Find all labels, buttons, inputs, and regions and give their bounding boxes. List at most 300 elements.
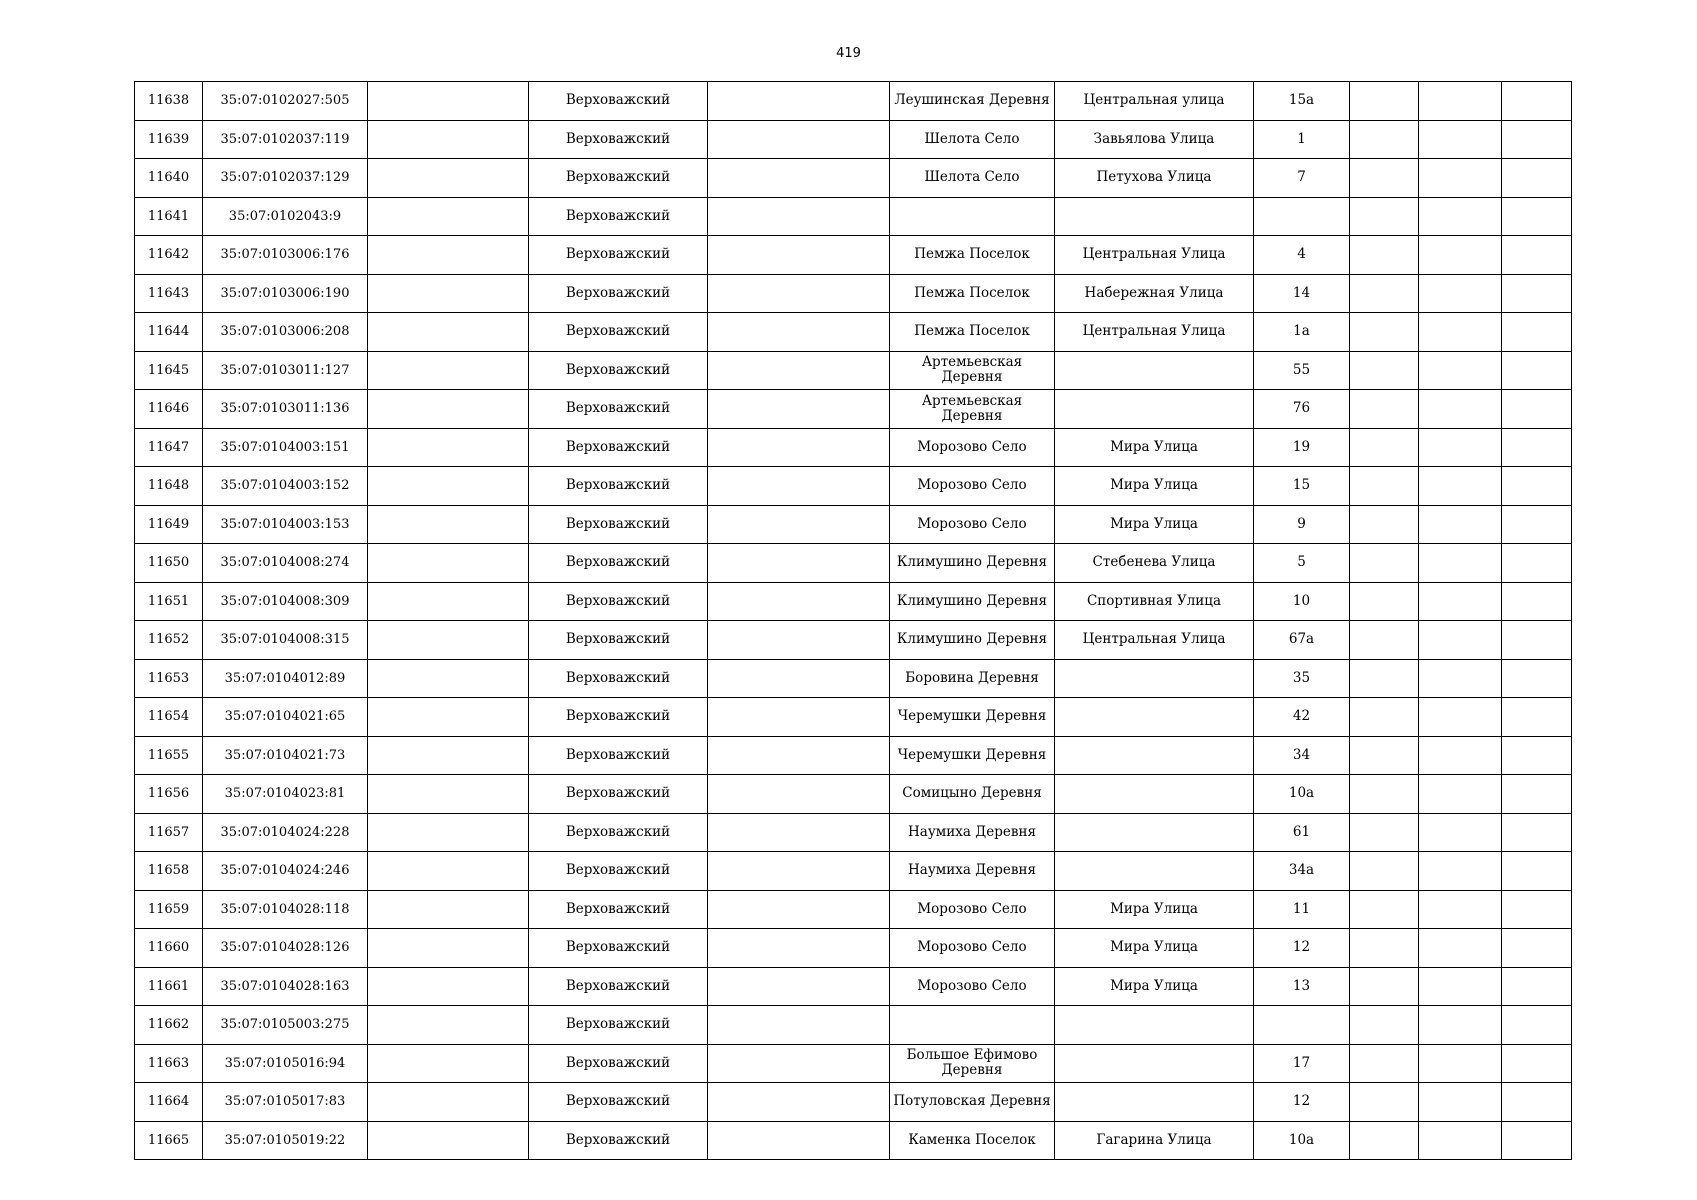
empty-cell bbox=[1502, 544, 1572, 583]
empty-cell bbox=[1350, 197, 1419, 236]
house-number-cell: 12 bbox=[1254, 929, 1350, 968]
empty-cell bbox=[368, 736, 529, 775]
empty-cell bbox=[1350, 813, 1419, 852]
locality-cell: Шелота Село bbox=[890, 120, 1055, 159]
table-row bbox=[135, 236, 1572, 275]
street-cell bbox=[1055, 390, 1254, 429]
street-cell: Стебенева Улица bbox=[1055, 544, 1254, 583]
street-cell: Гагарина Улица bbox=[1055, 1121, 1254, 1160]
empty-cell bbox=[1350, 1083, 1419, 1122]
empty-cell bbox=[1419, 1006, 1502, 1045]
locality-cell: Климушино Деревня bbox=[890, 621, 1055, 660]
empty-cell bbox=[1419, 852, 1502, 891]
locality-cell: Леушинская Деревня bbox=[890, 82, 1055, 121]
district-cell: Верховажский bbox=[529, 890, 708, 929]
empty-cell bbox=[708, 1121, 890, 1160]
row-number-cell: 11662 bbox=[135, 1006, 203, 1045]
cadastral-number-cell: 35:07:0102037:119 bbox=[203, 120, 368, 159]
table-row bbox=[135, 313, 1572, 352]
empty-cell bbox=[1502, 505, 1572, 544]
empty-cell bbox=[708, 351, 890, 390]
empty-cell bbox=[1502, 736, 1572, 775]
empty-cell bbox=[1502, 313, 1572, 352]
empty-cell bbox=[1502, 890, 1572, 929]
empty-cell bbox=[708, 428, 890, 467]
house-number-cell: 76 bbox=[1254, 390, 1350, 429]
locality-cell: Морозово Село bbox=[890, 428, 1055, 467]
empty-cell bbox=[368, 1121, 529, 1160]
house-number-cell: 34 bbox=[1254, 736, 1350, 775]
empty-cell bbox=[1350, 582, 1419, 621]
empty-cell bbox=[708, 621, 890, 660]
house-number-cell: 34а bbox=[1254, 852, 1350, 891]
district-cell: Верховажский bbox=[529, 852, 708, 891]
table-row bbox=[135, 82, 1572, 121]
cadastral-number-cell: 35:07:0103006:176 bbox=[203, 236, 368, 275]
district-cell: Верховажский bbox=[529, 197, 708, 236]
cadastral-number-cell: 35:07:0103011:136 bbox=[203, 390, 368, 429]
cadastral-number-cell: 35:07:0104028:163 bbox=[203, 967, 368, 1006]
table-row bbox=[135, 544, 1572, 583]
district-cell: Верховажский bbox=[529, 390, 708, 429]
empty-cell bbox=[1350, 890, 1419, 929]
empty-cell bbox=[368, 1083, 529, 1122]
street-cell bbox=[1055, 659, 1254, 698]
table-row bbox=[135, 621, 1572, 660]
district-cell: Верховажский bbox=[529, 236, 708, 275]
empty-cell bbox=[368, 159, 529, 198]
row-number-cell: 11653 bbox=[135, 659, 203, 698]
house-number-cell: 15а bbox=[1254, 82, 1350, 121]
locality-cell: Пемжа Поселок bbox=[890, 274, 1055, 313]
row-number-cell: 11647 bbox=[135, 428, 203, 467]
street-cell: Набережная Улица bbox=[1055, 274, 1254, 313]
empty-cell bbox=[368, 544, 529, 583]
empty-cell bbox=[708, 159, 890, 198]
row-number-cell: 11649 bbox=[135, 505, 203, 544]
row-number-cell: 11655 bbox=[135, 736, 203, 775]
empty-cell bbox=[708, 967, 890, 1006]
empty-cell bbox=[708, 313, 890, 352]
empty-cell bbox=[1419, 505, 1502, 544]
house-number-cell: 17 bbox=[1254, 1044, 1350, 1083]
table-row bbox=[135, 698, 1572, 737]
empty-cell bbox=[1502, 197, 1572, 236]
empty-cell bbox=[1419, 736, 1502, 775]
empty-cell bbox=[1419, 274, 1502, 313]
locality-cell bbox=[890, 197, 1055, 236]
empty-cell bbox=[368, 390, 529, 429]
registry-table bbox=[134, 81, 1572, 1160]
registry-table-body bbox=[135, 82, 1572, 1160]
empty-cell bbox=[368, 1006, 529, 1045]
cadastral-number-cell: 35:07:0104028:126 bbox=[203, 929, 368, 968]
empty-cell bbox=[708, 852, 890, 891]
row-number-cell: 11641 bbox=[135, 197, 203, 236]
empty-cell bbox=[1502, 1121, 1572, 1160]
empty-cell bbox=[1419, 236, 1502, 275]
empty-cell bbox=[368, 775, 529, 814]
table-row bbox=[135, 390, 1572, 429]
table-row bbox=[135, 274, 1572, 313]
street-cell: Спортивная Улица bbox=[1055, 582, 1254, 621]
locality-cell: Шелота Село bbox=[890, 159, 1055, 198]
street-cell bbox=[1055, 698, 1254, 737]
table-row bbox=[135, 890, 1572, 929]
locality-cell: Морозово Село bbox=[890, 890, 1055, 929]
district-cell: Верховажский bbox=[529, 659, 708, 698]
district-cell: Верховажский bbox=[529, 82, 708, 121]
house-number-cell: 1а bbox=[1254, 313, 1350, 352]
empty-cell bbox=[708, 736, 890, 775]
district-cell: Верховажский bbox=[529, 467, 708, 506]
empty-cell bbox=[1350, 775, 1419, 814]
empty-cell bbox=[708, 467, 890, 506]
street-cell: Петухова Улица bbox=[1055, 159, 1254, 198]
empty-cell bbox=[1419, 390, 1502, 429]
cadastral-number-cell: 35:07:0104023:81 bbox=[203, 775, 368, 814]
district-cell: Верховажский bbox=[529, 1083, 708, 1122]
empty-cell bbox=[1350, 967, 1419, 1006]
table-row bbox=[135, 852, 1572, 891]
street-cell bbox=[1055, 736, 1254, 775]
house-number-cell: 14 bbox=[1254, 274, 1350, 313]
empty-cell bbox=[368, 698, 529, 737]
empty-cell bbox=[368, 197, 529, 236]
empty-cell bbox=[368, 929, 529, 968]
row-number-cell: 11646 bbox=[135, 390, 203, 429]
house-number-cell bbox=[1254, 197, 1350, 236]
row-number-cell: 11648 bbox=[135, 467, 203, 506]
locality-cell: Большое Ефимово Деревня bbox=[890, 1044, 1055, 1083]
empty-cell bbox=[1419, 467, 1502, 506]
empty-cell bbox=[1419, 159, 1502, 198]
locality-cell bbox=[890, 1006, 1055, 1045]
row-number-cell: 11645 bbox=[135, 351, 203, 390]
district-cell: Верховажский bbox=[529, 505, 708, 544]
empty-cell bbox=[1502, 582, 1572, 621]
street-cell: Мира Улица bbox=[1055, 467, 1254, 506]
district-cell: Верховажский bbox=[529, 582, 708, 621]
empty-cell bbox=[1502, 120, 1572, 159]
locality-cell: Морозово Село bbox=[890, 467, 1055, 506]
locality-cell: Климушино Деревня bbox=[890, 582, 1055, 621]
locality-cell: Потуловская Деревня bbox=[890, 1083, 1055, 1122]
house-number-cell bbox=[1254, 1006, 1350, 1045]
row-number-cell: 11657 bbox=[135, 813, 203, 852]
empty-cell bbox=[368, 967, 529, 1006]
cadastral-number-cell: 35:07:0103011:127 bbox=[203, 351, 368, 390]
cadastral-number-cell: 35:07:0105016:94 bbox=[203, 1044, 368, 1083]
empty-cell bbox=[368, 852, 529, 891]
table-row bbox=[135, 467, 1572, 506]
empty-cell bbox=[368, 351, 529, 390]
row-number-cell: 11644 bbox=[135, 313, 203, 352]
district-cell: Верховажский bbox=[529, 929, 708, 968]
cadastral-number-cell: 35:07:0104008:309 bbox=[203, 582, 368, 621]
cadastral-number-cell: 35:07:0103006:190 bbox=[203, 274, 368, 313]
table-row bbox=[135, 1044, 1572, 1083]
table-row bbox=[135, 736, 1572, 775]
empty-cell bbox=[1350, 236, 1419, 275]
empty-cell bbox=[1419, 1121, 1502, 1160]
district-cell: Верховажский bbox=[529, 967, 708, 1006]
cadastral-number-cell: 35:07:0104003:153 bbox=[203, 505, 368, 544]
empty-cell bbox=[1419, 967, 1502, 1006]
empty-cell bbox=[368, 313, 529, 352]
street-cell: Центральная Улица bbox=[1055, 313, 1254, 352]
empty-cell bbox=[708, 236, 890, 275]
locality-cell: Морозово Село bbox=[890, 505, 1055, 544]
locality-cell: Пемжа Поселок bbox=[890, 313, 1055, 352]
district-cell: Верховажский bbox=[529, 120, 708, 159]
empty-cell bbox=[1350, 428, 1419, 467]
cadastral-number-cell: 35:07:0104028:118 bbox=[203, 890, 368, 929]
street-cell: Мира Улица bbox=[1055, 967, 1254, 1006]
empty-cell bbox=[1502, 390, 1572, 429]
row-number-cell: 11658 bbox=[135, 852, 203, 891]
cadastral-number-cell: 35:07:0105017:83 bbox=[203, 1083, 368, 1122]
empty-cell bbox=[368, 582, 529, 621]
row-number-cell: 11656 bbox=[135, 775, 203, 814]
empty-cell bbox=[708, 929, 890, 968]
empty-cell bbox=[708, 659, 890, 698]
locality-cell: Наумиха Деревня bbox=[890, 813, 1055, 852]
district-cell: Верховажский bbox=[529, 698, 708, 737]
house-number-cell: 9 bbox=[1254, 505, 1350, 544]
house-number-cell: 7 bbox=[1254, 159, 1350, 198]
empty-cell bbox=[1350, 505, 1419, 544]
street-cell: Мира Улица bbox=[1055, 428, 1254, 467]
empty-cell bbox=[1502, 852, 1572, 891]
empty-cell bbox=[368, 467, 529, 506]
house-number-cell: 35 bbox=[1254, 659, 1350, 698]
cadastral-number-cell: 35:07:0104008:315 bbox=[203, 621, 368, 660]
table-row bbox=[135, 351, 1572, 390]
house-number-cell: 19 bbox=[1254, 428, 1350, 467]
locality-cell: Пемжа Поселок bbox=[890, 236, 1055, 275]
empty-cell bbox=[1502, 698, 1572, 737]
house-number-cell: 61 bbox=[1254, 813, 1350, 852]
empty-cell bbox=[1502, 82, 1572, 121]
empty-cell bbox=[708, 197, 890, 236]
empty-cell bbox=[708, 775, 890, 814]
empty-cell bbox=[708, 390, 890, 429]
cadastral-number-cell: 35:07:0102043:9 bbox=[203, 197, 368, 236]
locality-cell: Артемьевская Деревня bbox=[890, 351, 1055, 390]
cadastral-number-cell: 35:07:0104003:151 bbox=[203, 428, 368, 467]
street-cell: Мира Улица bbox=[1055, 505, 1254, 544]
empty-cell bbox=[1350, 621, 1419, 660]
empty-cell bbox=[1350, 390, 1419, 429]
empty-cell bbox=[1350, 467, 1419, 506]
empty-cell bbox=[368, 82, 529, 121]
house-number-cell: 1 bbox=[1254, 120, 1350, 159]
empty-cell bbox=[708, 890, 890, 929]
empty-cell bbox=[1419, 813, 1502, 852]
empty-cell bbox=[368, 274, 529, 313]
row-number-cell: 11659 bbox=[135, 890, 203, 929]
empty-cell bbox=[1350, 351, 1419, 390]
empty-cell bbox=[1419, 544, 1502, 583]
table-row bbox=[135, 582, 1572, 621]
empty-cell bbox=[1502, 813, 1572, 852]
empty-cell bbox=[1350, 1006, 1419, 1045]
row-number-cell: 11643 bbox=[135, 274, 203, 313]
street-cell: Мира Улица bbox=[1055, 929, 1254, 968]
street-cell bbox=[1055, 813, 1254, 852]
empty-cell bbox=[708, 274, 890, 313]
street-cell bbox=[1055, 351, 1254, 390]
empty-cell bbox=[708, 82, 890, 121]
row-number-cell: 11664 bbox=[135, 1083, 203, 1122]
cadastral-number-cell: 35:07:0104021:73 bbox=[203, 736, 368, 775]
table-row bbox=[135, 1006, 1572, 1045]
locality-cell: Черемушки Деревня bbox=[890, 736, 1055, 775]
house-number-cell: 13 bbox=[1254, 967, 1350, 1006]
row-number-cell: 11665 bbox=[135, 1121, 203, 1160]
district-cell: Верховажский bbox=[529, 313, 708, 352]
cadastral-number-cell: 35:07:0104008:274 bbox=[203, 544, 368, 583]
empty-cell bbox=[1419, 120, 1502, 159]
cadastral-number-cell: 35:07:0104024:246 bbox=[203, 852, 368, 891]
table-row bbox=[135, 159, 1572, 198]
empty-cell bbox=[1502, 1006, 1572, 1045]
empty-cell bbox=[1419, 1083, 1502, 1122]
locality-cell: Наумиха Деревня bbox=[890, 852, 1055, 891]
table-row bbox=[135, 929, 1572, 968]
district-cell: Верховажский bbox=[529, 736, 708, 775]
empty-cell bbox=[1419, 621, 1502, 660]
street-cell bbox=[1055, 775, 1254, 814]
row-number-cell: 11651 bbox=[135, 582, 203, 621]
street-cell: Завьялова Улица bbox=[1055, 120, 1254, 159]
house-number-cell: 10 bbox=[1254, 582, 1350, 621]
empty-cell bbox=[708, 505, 890, 544]
empty-cell bbox=[1350, 82, 1419, 121]
locality-cell: Каменка Поселок bbox=[890, 1121, 1055, 1160]
locality-cell: Морозово Село bbox=[890, 929, 1055, 968]
empty-cell bbox=[1502, 159, 1572, 198]
empty-cell bbox=[1350, 120, 1419, 159]
empty-cell bbox=[1502, 1083, 1572, 1122]
empty-cell bbox=[1350, 544, 1419, 583]
empty-cell bbox=[1419, 351, 1502, 390]
empty-cell bbox=[1502, 428, 1572, 467]
table-row bbox=[135, 967, 1572, 1006]
empty-cell bbox=[1419, 82, 1502, 121]
empty-cell bbox=[1502, 351, 1572, 390]
empty-cell bbox=[1419, 197, 1502, 236]
district-cell: Верховажский bbox=[529, 159, 708, 198]
street-cell: Центральная улица bbox=[1055, 82, 1254, 121]
empty-cell bbox=[1419, 1044, 1502, 1083]
row-number-cell: 11640 bbox=[135, 159, 203, 198]
empty-cell bbox=[1350, 1044, 1419, 1083]
table-row bbox=[135, 197, 1572, 236]
house-number-cell: 10а bbox=[1254, 775, 1350, 814]
empty-cell bbox=[1502, 1044, 1572, 1083]
house-number-cell: 67а bbox=[1254, 621, 1350, 660]
locality-cell: Черемушки Деревня bbox=[890, 698, 1055, 737]
empty-cell bbox=[1350, 159, 1419, 198]
row-number-cell: 11650 bbox=[135, 544, 203, 583]
house-number-cell: 4 bbox=[1254, 236, 1350, 275]
cadastral-number-cell: 35:07:0104024:228 bbox=[203, 813, 368, 852]
cadastral-number-cell: 35:07:0105019:22 bbox=[203, 1121, 368, 1160]
table-row bbox=[135, 428, 1572, 467]
street-cell: Центральная Улица bbox=[1055, 236, 1254, 275]
street-cell: Центральная Улица bbox=[1055, 621, 1254, 660]
table-row bbox=[135, 120, 1572, 159]
cadastral-number-cell: 35:07:0102037:129 bbox=[203, 159, 368, 198]
empty-cell bbox=[1502, 236, 1572, 275]
empty-cell bbox=[1419, 313, 1502, 352]
empty-cell bbox=[1350, 659, 1419, 698]
house-number-cell: 55 bbox=[1254, 351, 1350, 390]
empty-cell bbox=[708, 582, 890, 621]
street-cell bbox=[1055, 852, 1254, 891]
empty-cell bbox=[1350, 929, 1419, 968]
locality-cell: Боровина Деревня bbox=[890, 659, 1055, 698]
empty-cell bbox=[368, 659, 529, 698]
empty-cell bbox=[368, 890, 529, 929]
district-cell: Верховажский bbox=[529, 351, 708, 390]
row-number-cell: 11663 bbox=[135, 1044, 203, 1083]
empty-cell bbox=[1350, 852, 1419, 891]
table-row bbox=[135, 1083, 1572, 1122]
empty-cell bbox=[708, 120, 890, 159]
cadastral-number-cell: 35:07:0105003:275 bbox=[203, 1006, 368, 1045]
district-cell: Верховажский bbox=[529, 1006, 708, 1045]
locality-cell: Климушино Деревня bbox=[890, 544, 1055, 583]
empty-cell bbox=[1502, 621, 1572, 660]
empty-cell bbox=[708, 1044, 890, 1083]
district-cell: Верховажский bbox=[529, 1044, 708, 1083]
table-row bbox=[135, 813, 1572, 852]
locality-cell: Артемьевская Деревня bbox=[890, 390, 1055, 429]
empty-cell bbox=[708, 813, 890, 852]
table-row bbox=[135, 775, 1572, 814]
empty-cell bbox=[1502, 929, 1572, 968]
district-cell: Верховажский bbox=[529, 428, 708, 467]
empty-cell bbox=[368, 813, 529, 852]
cadastral-number-cell: 35:07:0104021:65 bbox=[203, 698, 368, 737]
street-cell bbox=[1055, 1006, 1254, 1045]
street-cell bbox=[1055, 1044, 1254, 1083]
empty-cell bbox=[1502, 467, 1572, 506]
empty-cell bbox=[1350, 736, 1419, 775]
cadastral-number-cell: 35:07:0104003:152 bbox=[203, 467, 368, 506]
row-number-cell: 11660 bbox=[135, 929, 203, 968]
empty-cell bbox=[1350, 313, 1419, 352]
empty-cell bbox=[708, 698, 890, 737]
district-cell: Верховажский bbox=[529, 621, 708, 660]
district-cell: Верховажский bbox=[529, 544, 708, 583]
empty-cell bbox=[1350, 1121, 1419, 1160]
empty-cell bbox=[1419, 698, 1502, 737]
empty-cell bbox=[1350, 698, 1419, 737]
empty-cell bbox=[708, 1083, 890, 1122]
empty-cell bbox=[1419, 929, 1502, 968]
empty-cell bbox=[368, 1044, 529, 1083]
row-number-cell: 11639 bbox=[135, 120, 203, 159]
cadastral-number-cell: 35:07:0104012:89 bbox=[203, 659, 368, 698]
house-number-cell: 15 bbox=[1254, 467, 1350, 506]
cadastral-number-cell: 35:07:0102027:505 bbox=[203, 82, 368, 121]
empty-cell bbox=[368, 428, 529, 467]
empty-cell bbox=[708, 544, 890, 583]
